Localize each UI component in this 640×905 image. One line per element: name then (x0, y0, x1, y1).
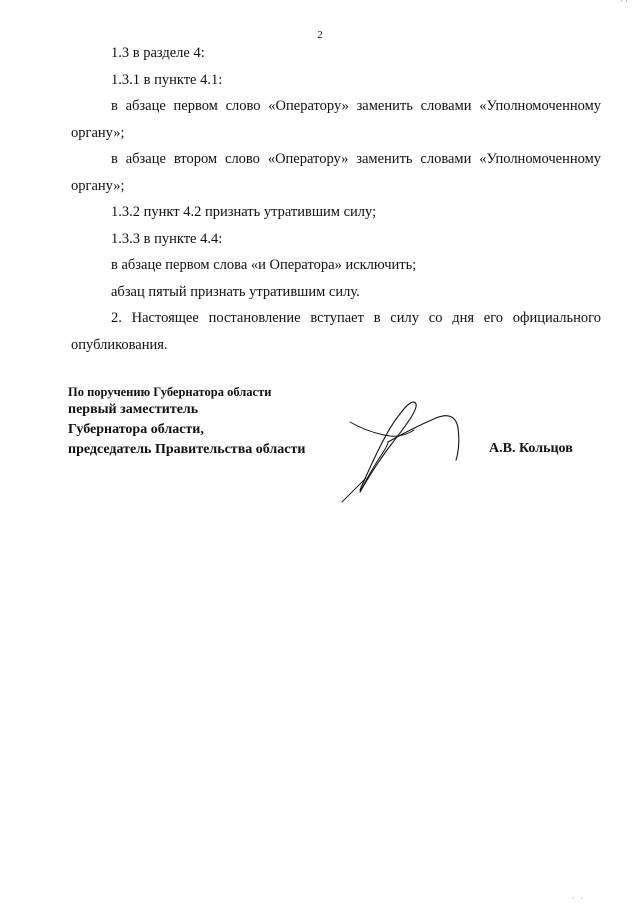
paragraph-item-4-4: 1.3.3 в пункте 4.4: (111, 230, 223, 247)
signature-block (68, 384, 338, 460)
page-number: 2 (317, 29, 323, 41)
signature-title-line: председатель Правительства области (68, 442, 306, 457)
paragraph-item-4-4-first: в абзаце первом слова «и Оператора» исключить; (111, 257, 417, 273)
paragraph-item-4-2: 1.3.2 пункт 4.2 признать утратившим силу; (111, 204, 377, 220)
signature-title-line: первый заместитель (68, 402, 199, 417)
paragraph-section-4: 1.3 в разделе 4: (111, 45, 205, 61)
corner-mark: · · (571, 894, 585, 903)
signature-title-line: Губернатора области, (68, 422, 204, 437)
paragraph-item-4-4-fifth: абзац пятый признать утратившим силу. (111, 283, 360, 300)
paragraph-entry-into-force: 2. Настоящее постановление вступает в силу со дня его официального опубликования. (71, 310, 601, 353)
paragraph-item-4-1: 1.3.1 в пункте 4.1: (111, 71, 223, 88)
signature-lead: По поручению Губернатора области (68, 385, 272, 399)
paragraph-item-4-1-second: в абзаце втором слово «Оператору» заменить словами «Уполномоченному органу»; (71, 151, 601, 194)
document-body (71, 40, 601, 358)
handwritten-signature (330, 392, 475, 504)
signer-name: А.В. Кольцов (489, 441, 573, 456)
corner-mark: · · (619, 0, 628, 6)
paragraph-item-4-1-first: в абзаце первом слово «Оператору» заменить словами «Уполномоченному органу»; (71, 98, 601, 141)
